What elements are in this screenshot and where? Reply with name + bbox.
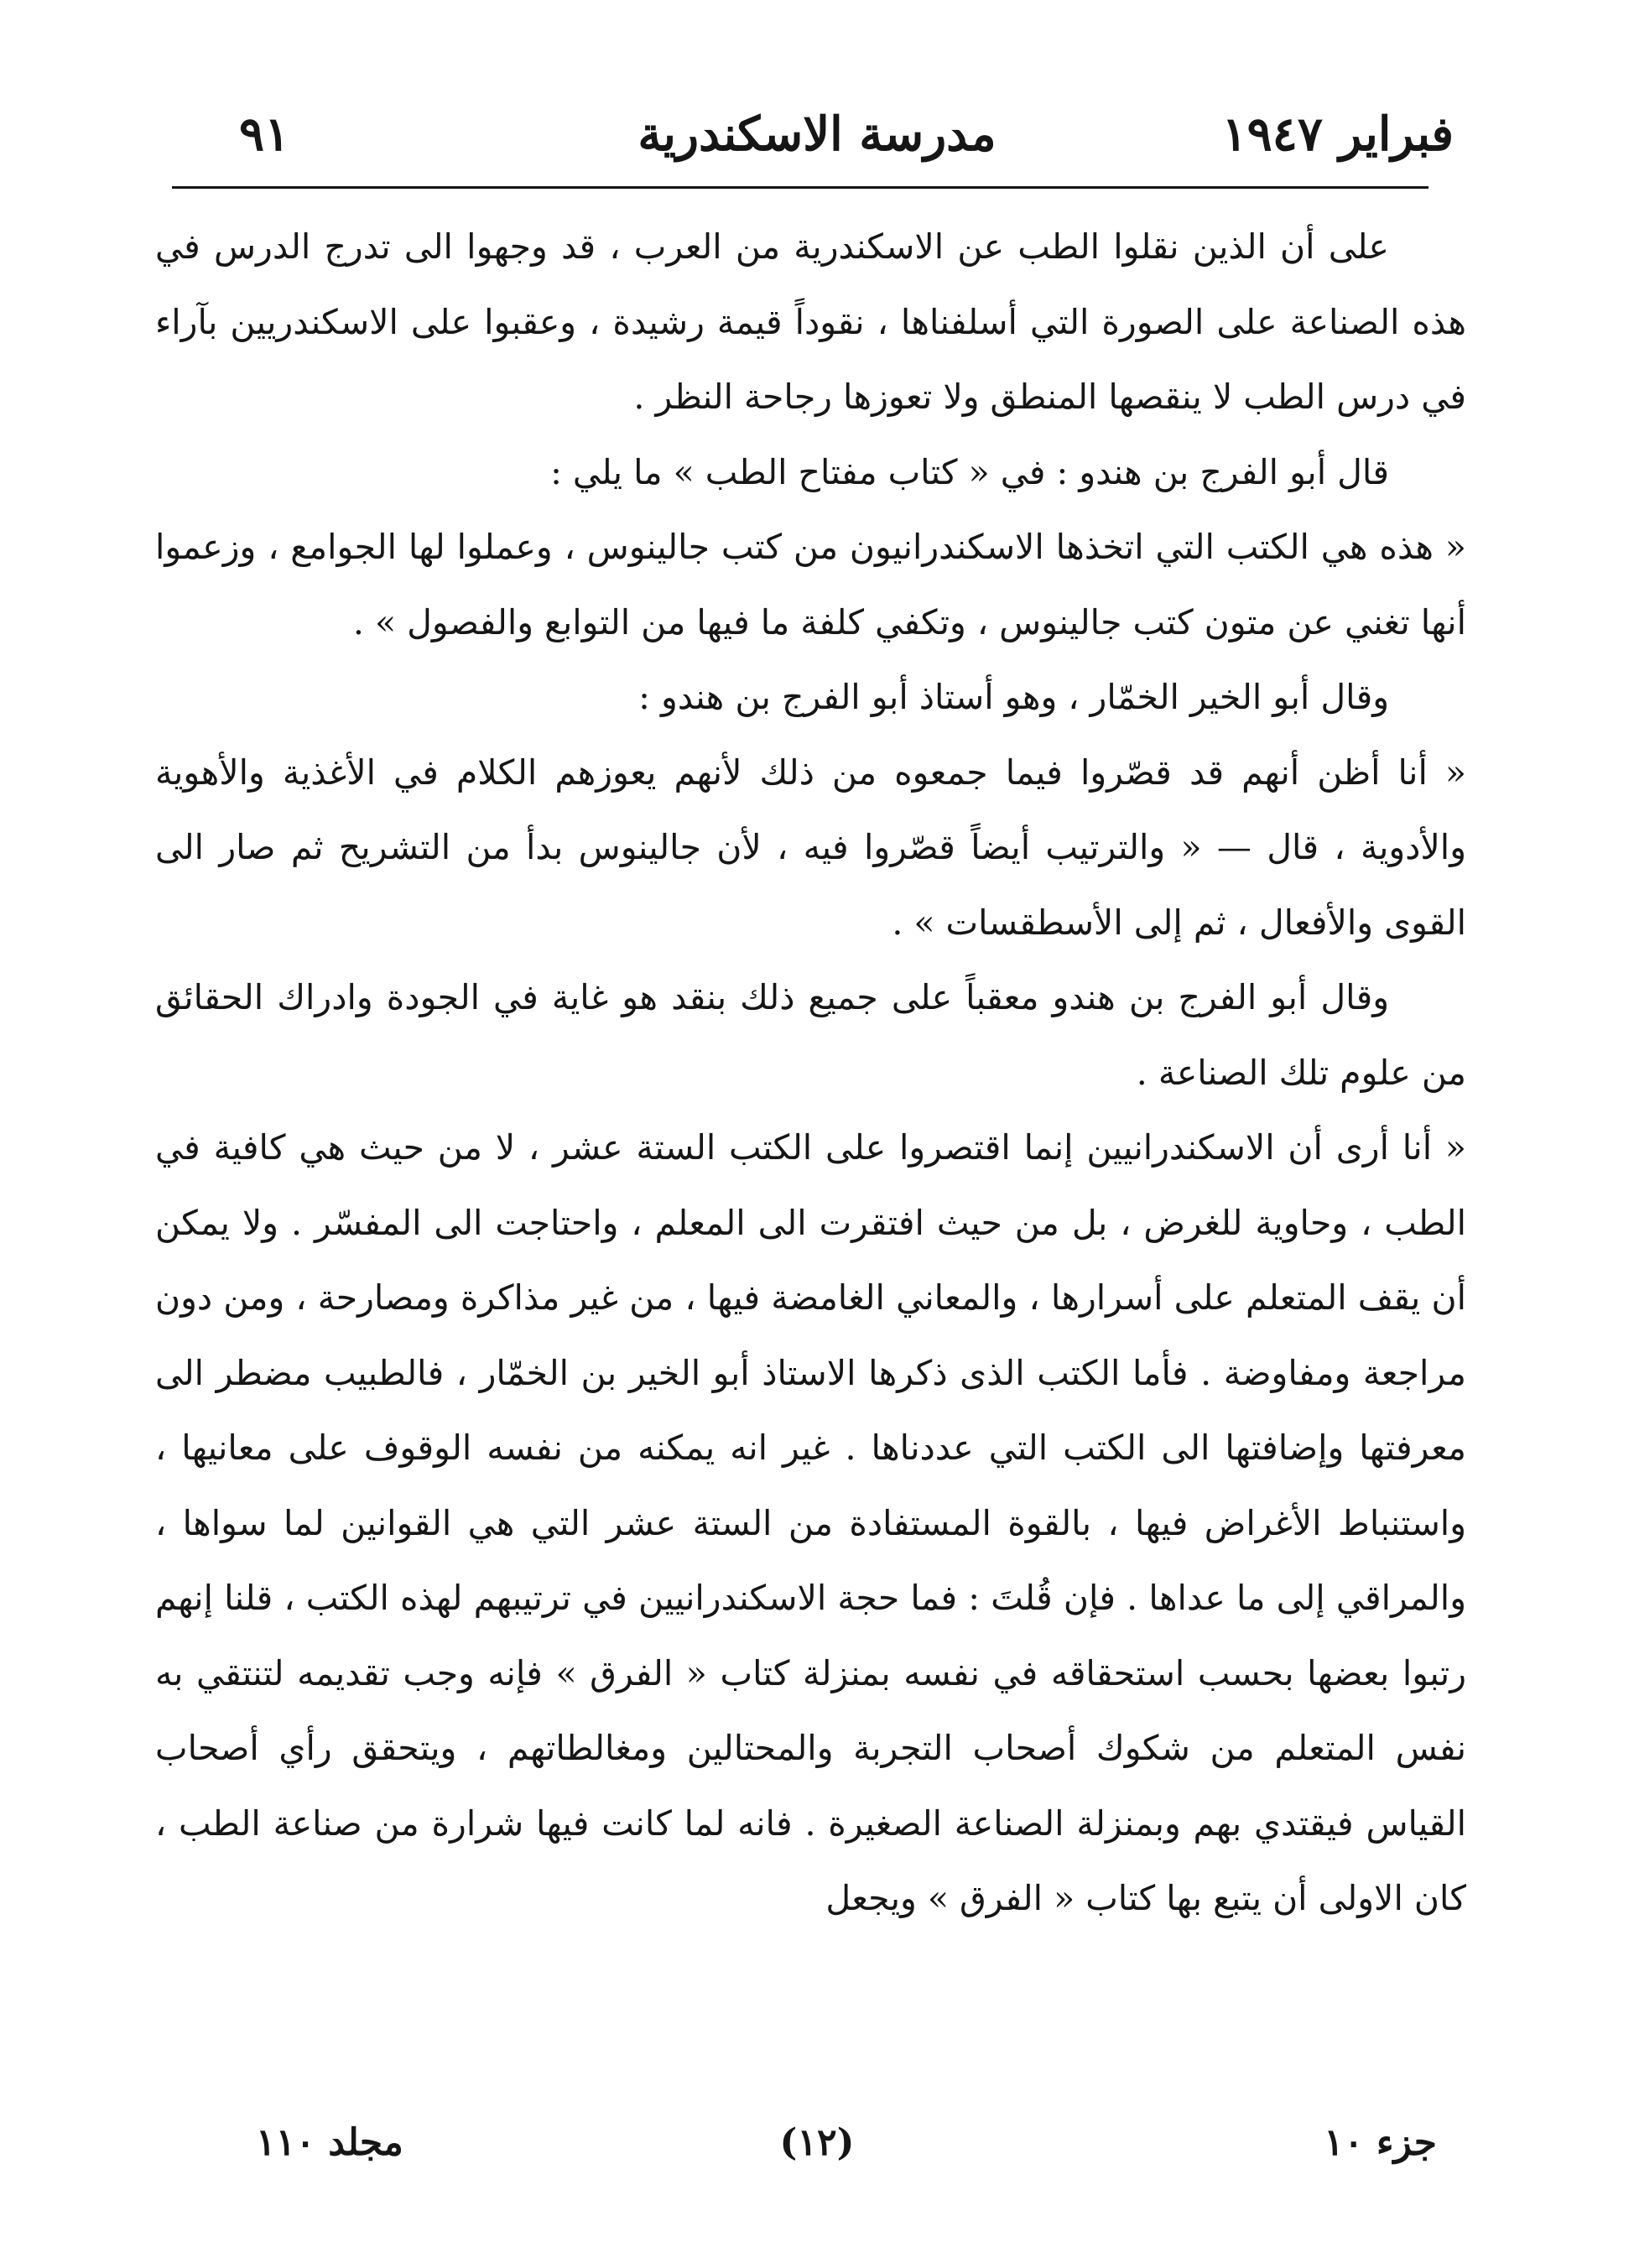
body-text <box>155 210 1466 1937</box>
paragraph-intro: على أن الذين نقلوا الطب عن الاسكندرية من العرب ، قد وجهوا الى تدرج الدرس في هذه الصناعة على الصورة التي أسلفناها ، نقوداً قيمة رشيدة ، وعقبوا على الاسكندريين بآراء في درس الطب لا ينقصها المنطق ولا تعوزها رجاحة النظر . <box>155 226 1466 417</box>
paragraph-khammar-quote: « أنا أظن أنهم قد قصّروا فيما جمعوه من ذلك لأنهم يعوزهم الكلام في الأغذية والأهوية والأدوية ، قال — « والترتيب أيضاً قصّروا فيه ، لأن جالينوس بدأ من التشريح ثم صار الى القوى والأفعال ، ثم إلى الأسطقسات » . <box>155 752 1466 943</box>
page-number: ٩١ <box>239 107 290 162</box>
footer-sheet-number: (١٢) <box>779 2121 855 2164</box>
paragraph-alexandrian-books-quote: « أنا أرى أن الاسكندرانيين إنما اقتصروا على الكتب الستة عشر ، لا من حيث هي كافية في الطب ، وحاوية للغرض ، بل من حيث افتقرت الى المعلم ، واحتاجت الى المفسّر . ولا يمكن أن يقف المتعلم على أسرارها ، والمعاني الغامضة فيها ، من غير مذاكرة ومصارحة ، ومن دون مراجعة ومفاوضة . فأما الكتب الذى ذكرها الاستاذ أبو الخير بن الخمّار ، فالطبيب مضطر الى معرفتها وإضافتها الى الكتب التي عددناها . غير انه يمكنه من نفسه الوقوف على معانيها ، واستنباط الأغراض فيها ، بالقوة المستفادة من الستة عشر التي هي القوانين لما سواها ، والمراقي إلى ما عداها . فإن قُلتَ : فما حجة الاسكندرانيين في ترتيبهم لهذه الكتب ، قلنا إنهم رتبوا بعضها بحسب استحقاقه في نفسه بمنزلة كتاب « الفرق » فإنه وجب تقديمه لتنتقي به نفس المتعلم من شكوك أصحاب التجربة والمحتالين ومغالطاتهم ، ويتحقق رأي أصحاب القياس فيقتدي بهم وبمنزلة الصناعة الصغيرة . فانه لما كانت فيها شرارة من صناعة الطب ، كان الاولى أن يتبع بها كتاب « الفرق » ويجعل <box>155 1127 1466 1918</box>
footer-volume: مجلد ١١٠ <box>256 2121 403 2164</box>
footer-issue: جزء ١٠ <box>1324 2121 1437 2164</box>
header-title: مدرسة الاسكندرية <box>637 107 997 162</box>
paragraph-ibn-hindu-critique: وقال أبو الفرج بن هندو معقباً على جميع ذلك بنقد هو غاية في الجودة وادراك الحقائق من علوم تلك الصناعة . <box>155 977 1466 1093</box>
header-date: فبراير ١٩٤٧ <box>1221 107 1454 162</box>
running-footer <box>197 2114 1437 2172</box>
paragraph-ibn-hindu-quote: « هذه هي الكتب التي اتخذها الاسكندرانيون من كتب جالينوس ، وعملوا لها الجوامع ، وزعموا أنها تغني عن متون كتب جالينوس ، وتكفي كلفة ما فيها من التوابع والفصول » . <box>155 527 1466 642</box>
paragraph-ibn-hindu-attribution: قال أبو الفرج بن هندو : في « كتاب مفتاح الطب » ما يلي : <box>550 451 1389 492</box>
paragraph-khammar-attribution: وقال أبو الخير الخمّار ، وهو أستاذ أبو الفرج بن هندو : <box>638 677 1389 717</box>
running-header <box>180 101 1454 168</box>
header-rule <box>172 186 1428 189</box>
